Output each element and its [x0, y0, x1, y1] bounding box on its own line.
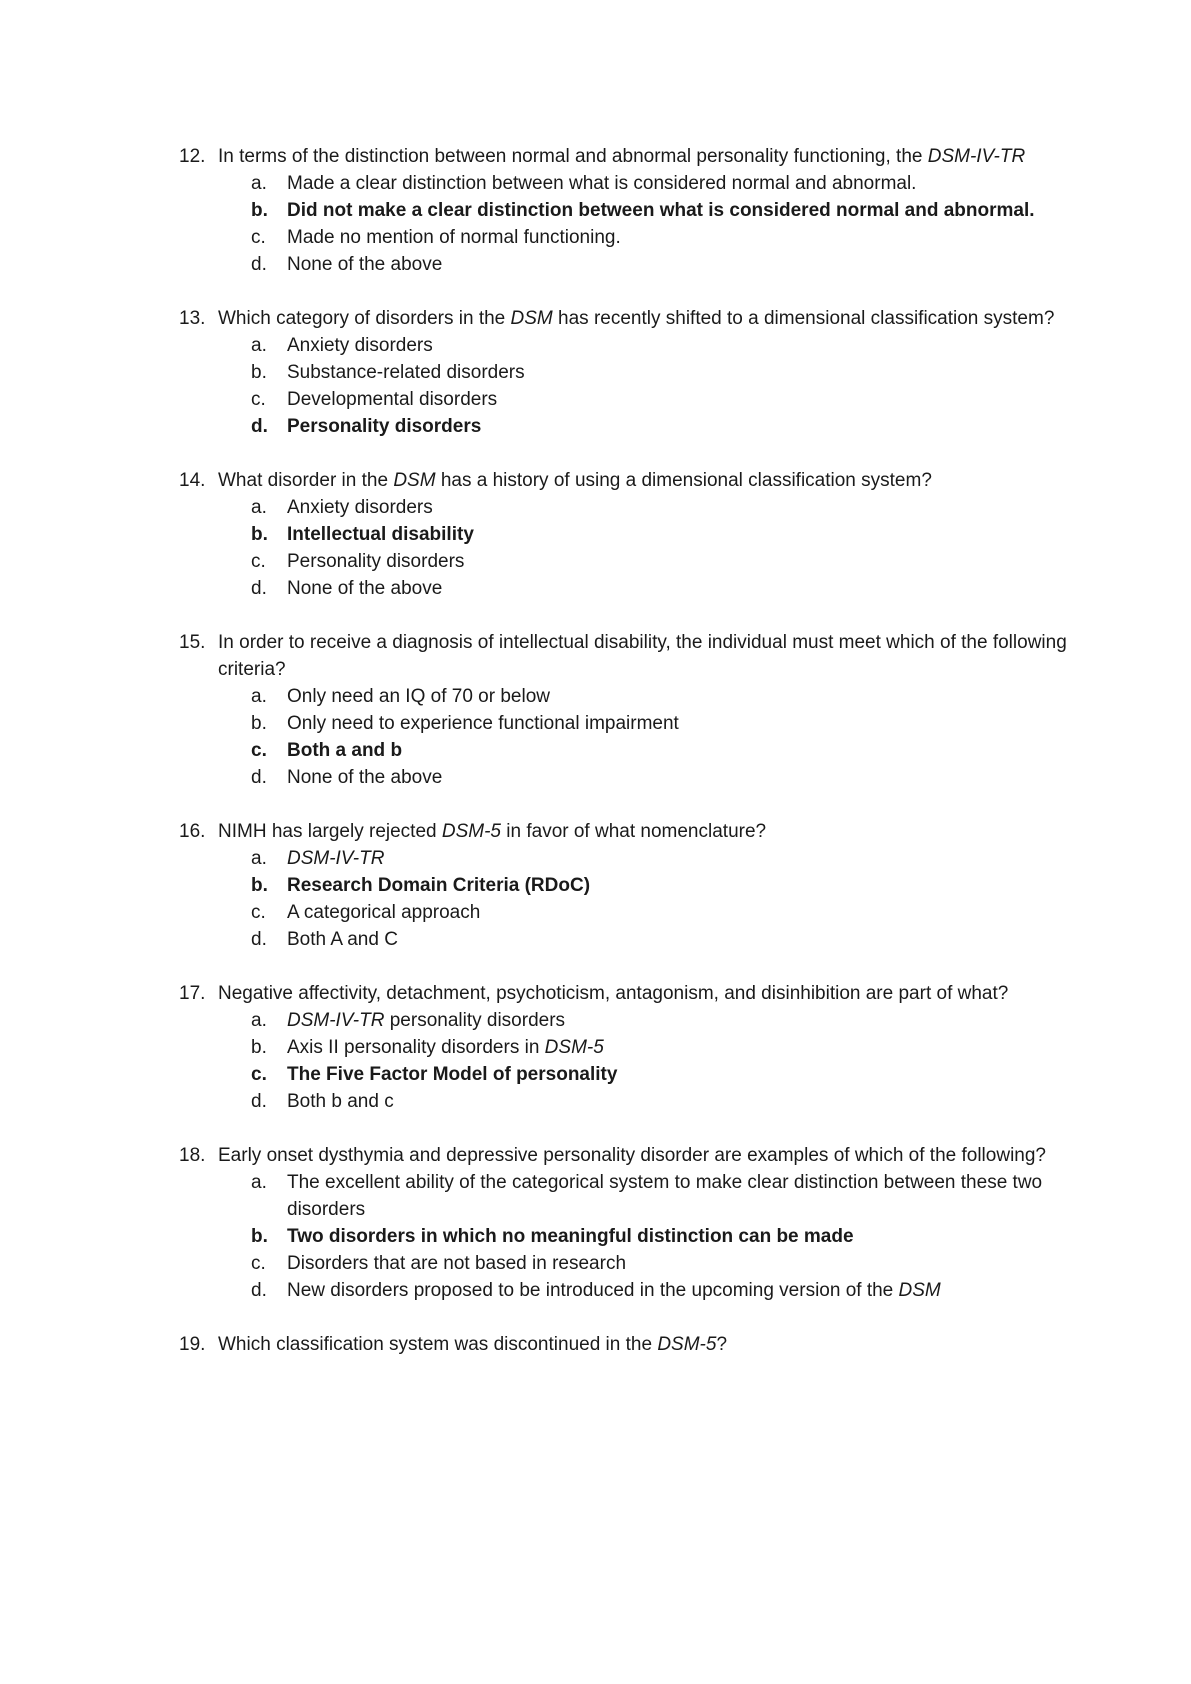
text-run: Personality disorders — [287, 416, 482, 437]
text-run: personality disorders — [384, 1010, 566, 1031]
question-number: 16. — [179, 821, 206, 842]
text-run: ? — [716, 1334, 728, 1355]
option-letter: b. — [251, 713, 267, 734]
text-run: Both a and b — [287, 740, 403, 761]
text-run: Only need to experience functional impairment — [287, 713, 679, 734]
text-run: A categorical approach — [287, 902, 481, 923]
question-text — [179, 143, 1084, 170]
answer-option — [251, 1007, 1084, 1034]
option-letter: a. — [251, 686, 267, 707]
italic-text-run: DSM-5 — [441, 821, 501, 842]
option-letter: d. — [251, 767, 267, 788]
text-run: Substance-related disorders — [287, 362, 525, 383]
italic-text-run: DSM-IV-TR — [287, 1010, 385, 1031]
answer-option — [251, 764, 1084, 791]
question-number: 18. — [179, 1145, 206, 1166]
question-item — [179, 629, 1084, 791]
answer-option — [251, 926, 1084, 953]
answer-option — [251, 548, 1084, 575]
question-item — [179, 1331, 1084, 1358]
option-letter: b. — [251, 200, 268, 221]
text-run: In order to receive a diagnosis of intellectual disability, the individual must meet which of the following criteria? — [218, 632, 1067, 680]
option-letter: d. — [251, 1280, 267, 1301]
option-letter: a. — [251, 848, 267, 869]
option-letter: c. — [251, 1253, 266, 1274]
answer-option — [251, 1034, 1084, 1061]
option-letter: c. — [251, 902, 266, 923]
correct-answer-option — [251, 1223, 1084, 1250]
italic-text-run: DSM — [898, 1280, 941, 1301]
text-run: None of the above — [287, 767, 443, 788]
question-number: 12. — [179, 146, 206, 167]
answer-option — [251, 1250, 1084, 1277]
text-run: Made a clear distinction between what is considered normal and abnormal. — [287, 173, 917, 194]
answer-option — [251, 845, 1084, 872]
text-run: The excellent ability of the categorical system to make clear distinction between these two disorders — [287, 1172, 1043, 1220]
question-text — [179, 305, 1084, 332]
answer-option — [251, 359, 1084, 386]
answer-options — [179, 494, 1084, 602]
correct-answer-option — [251, 737, 1084, 764]
text-run: in favor of what nomenclature? — [501, 821, 767, 842]
text-run: Early onset dysthymia and depressive personality disorder are examples of which of the following? — [218, 1145, 1046, 1166]
correct-answer-option — [251, 872, 1084, 899]
question-number: 19. — [179, 1334, 206, 1355]
question-number: 17. — [179, 983, 206, 1004]
question-text — [179, 1331, 1084, 1358]
answer-options — [179, 1169, 1084, 1304]
text-run: Did not make a clear distinction between what is considered normal and abnormal. — [287, 200, 1035, 221]
option-letter: b. — [251, 1037, 267, 1058]
answer-option — [251, 899, 1084, 926]
text-run: Two disorders in which no meaningful distinction can be made — [287, 1226, 854, 1247]
answer-options — [179, 1007, 1084, 1115]
text-run: What disorder in the — [218, 470, 394, 491]
option-letter: c. — [251, 1064, 267, 1085]
option-letter: b. — [251, 1226, 268, 1247]
text-run: The Five Factor Model of personality — [287, 1064, 618, 1085]
text-run: Research Domain Criteria (RDoC) — [287, 875, 591, 896]
text-run: Made no mention of normal functioning. — [287, 227, 621, 248]
answer-option — [251, 1277, 1084, 1304]
answer-options — [179, 845, 1084, 953]
text-run: None of the above — [287, 254, 443, 275]
question-text — [179, 629, 1084, 683]
question-item — [179, 1142, 1084, 1304]
correct-answer-option — [251, 521, 1084, 548]
question-item — [179, 818, 1084, 953]
text-run: Anxiety disorders — [287, 497, 433, 518]
option-letter: b. — [251, 362, 267, 383]
option-letter: d. — [251, 929, 267, 950]
answer-option — [251, 386, 1084, 413]
option-letter: c. — [251, 389, 266, 410]
answer-option — [251, 710, 1084, 737]
answer-option — [251, 575, 1084, 602]
question-number: 14. — [179, 470, 206, 491]
option-letter: a. — [251, 1010, 267, 1031]
text-run: None of the above — [287, 578, 443, 599]
answer-options — [179, 332, 1084, 440]
text-run: Which category of disorders in the — [218, 308, 511, 329]
option-letter: a. — [251, 335, 267, 356]
answer-options — [179, 683, 1084, 791]
option-letter: c. — [251, 227, 266, 248]
answer-option — [251, 683, 1084, 710]
text-run: Intellectual disability — [287, 524, 474, 545]
option-letter: b. — [251, 875, 268, 896]
text-run: In terms of the distinction between normal and abnormal personality functioning, the — [218, 146, 928, 167]
text-run: Both b and c — [287, 1091, 394, 1112]
option-letter: d. — [251, 578, 267, 599]
text-run: has recently shifted to a dimensional classification system? — [552, 308, 1055, 329]
italic-text-run: DSM-5 — [657, 1334, 717, 1355]
answer-option — [251, 224, 1084, 251]
italic-text-run: DSM — [510, 308, 553, 329]
italic-text-run: DSM-IV-TR — [927, 146, 1026, 167]
option-letter: d. — [251, 416, 268, 437]
question-item — [179, 305, 1084, 440]
question-text — [179, 1142, 1084, 1169]
italic-text-run: DSM-IV-TR — [287, 848, 385, 869]
question-item — [179, 980, 1084, 1115]
option-letter: d. — [251, 254, 267, 275]
question-number: 15. — [179, 632, 206, 653]
text-run: Negative affectivity, detachment, psychoticism, antagonism, and disinhibition are part of what? — [218, 983, 1009, 1004]
question-item — [179, 143, 1084, 278]
italic-text-run: DSM — [393, 470, 436, 491]
option-letter: d. — [251, 1091, 267, 1112]
text-run: NIMH has largely rejected — [218, 821, 442, 842]
text-run: New disorders proposed to be introduced in the upcoming version of the — [287, 1280, 899, 1301]
answer-options — [179, 170, 1084, 278]
answer-option — [251, 1169, 1084, 1223]
italic-text-run: DSM-5 — [544, 1037, 604, 1058]
answer-option — [251, 251, 1084, 278]
option-letter: c. — [251, 740, 267, 761]
text-run: Axis II personality disorders in — [287, 1037, 545, 1058]
text-run: Anxiety disorders — [287, 335, 433, 356]
question-list — [179, 143, 1084, 1385]
text-run: Disorders that are not based in research — [287, 1253, 627, 1274]
question-text — [179, 467, 1084, 494]
text-run: Both A and C — [287, 929, 398, 950]
question-number: 13. — [179, 308, 206, 329]
question-text — [179, 980, 1084, 1007]
text-run: Personality disorders — [287, 551, 465, 572]
option-letter: a. — [251, 173, 267, 194]
option-letter: a. — [251, 497, 267, 518]
question-item — [179, 467, 1084, 602]
answer-option — [251, 332, 1084, 359]
option-letter: b. — [251, 524, 268, 545]
question-text — [179, 818, 1084, 845]
option-letter: a. — [251, 1172, 267, 1193]
text-run: has a history of using a dimensional classification system? — [435, 470, 932, 491]
option-letter: c. — [251, 551, 266, 572]
answer-option — [251, 1088, 1084, 1115]
correct-answer-option — [251, 1061, 1084, 1088]
correct-answer-option — [251, 413, 1084, 440]
text-run: Which classification system was discontinued in the — [218, 1334, 658, 1355]
text-run: Developmental disorders — [287, 389, 498, 410]
answer-option — [251, 170, 1084, 197]
text-run: Only need an IQ of 70 or below — [287, 686, 550, 707]
answer-option — [251, 494, 1084, 521]
correct-answer-option — [251, 197, 1084, 224]
